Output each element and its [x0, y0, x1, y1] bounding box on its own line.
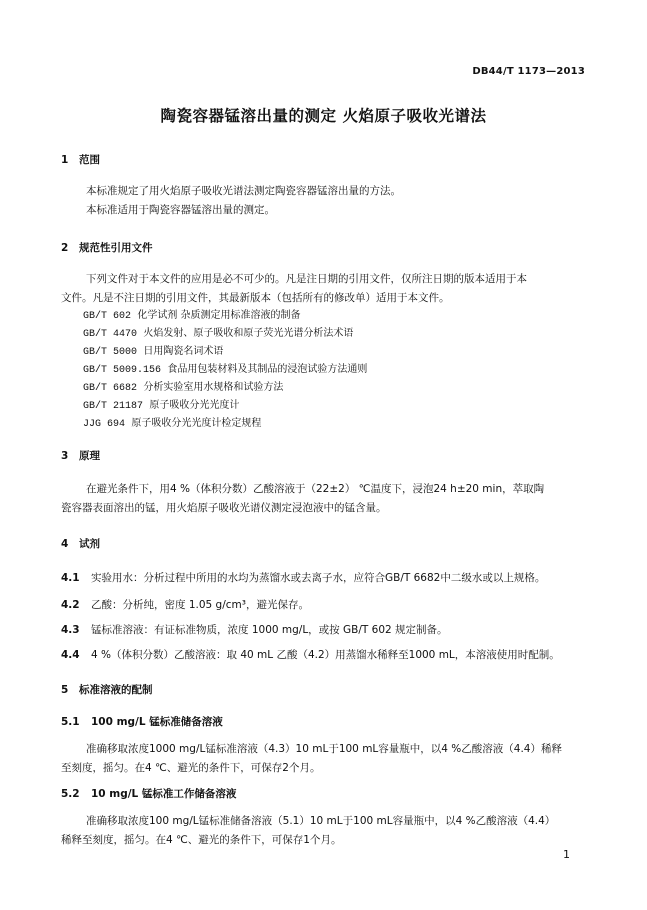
subsection-5-1-line-1: 准确移取浓度1000 mg/L锰标准溶液（4.3）10 mL于100 mL容量瓶中，以4 %乙酸溶液（4.4）稀释 — [86, 743, 562, 755]
reference-item — [83, 361, 367, 380]
section-4-heading — [61, 536, 100, 551]
item-number: 4.4 — [61, 649, 80, 661]
reference-name: 食品用包装材料及其制品的浸泡试验方法通则 — [167, 364, 368, 375]
section-2-intro-line-2: 文件。凡是不注日期的引用文件，其最新版本（包括所有的修改单）适用于本文件。 — [61, 292, 450, 304]
section-title: 范围 — [79, 154, 100, 166]
reference-code: GB/T 602 — [83, 311, 132, 322]
section-title: 试剂 — [79, 538, 100, 550]
reagent-item — [61, 570, 588, 585]
section-title: 规范性引用文件 — [79, 242, 153, 254]
section-3-heading — [61, 448, 100, 463]
reference-item — [83, 307, 301, 326]
reference-name: 原子吸收分光光度计 — [149, 400, 240, 411]
reference-code: JJG 694 — [83, 419, 126, 430]
section-1-para-1: 本标准规定了用火焰原子吸收光谱法测定陶瓷容器锰溶出量的方法。 — [86, 185, 401, 197]
section-title: 原理 — [79, 450, 100, 462]
reference-code: GB/T 5009.156 — [83, 365, 162, 376]
subsection-5-2-line-2: 稀释至刻度，摇匀。在4 ℃、避光的条件下，可保存1个月。 — [61, 834, 342, 846]
subsection-number: 5.1 — [61, 716, 80, 728]
reference-item — [83, 379, 283, 398]
item-number: 4.2 — [61, 599, 80, 611]
section-3-line-1: 在避光条件下，用4 %（体积分数）乙酸溶液于（22±2） ℃温度下，浸泡24 h±20 min，萃取陶 — [86, 483, 545, 495]
reference-name: 原子吸收分光光度计检定规程 — [131, 418, 262, 429]
subsection-5-1-heading — [61, 714, 223, 729]
reference-item — [83, 415, 261, 434]
section-number: 2 — [61, 242, 69, 254]
section-title: 标准溶液的配制 — [79, 684, 153, 696]
subsection-5-2-line-1: 准确移取浓度100 mg/L锰标准储备溶液（5.1）10 mL于100 mL容量瓶中，以4 %乙酸溶液（4.4） — [86, 815, 556, 827]
item-text: 实验用水：分析过程中所用的水均为蒸馏水或去离子水，应符合GB/T 6682中二级水或以上规格。 — [91, 572, 546, 584]
reference-item — [83, 325, 353, 344]
reference-code: GB/T 5000 — [83, 347, 138, 358]
item-text: 锰标准溶液：有证标准物质，浓度 1000 mg/L，或按 GB/T 602 规定制备。 — [91, 624, 448, 636]
reagent-item — [61, 622, 588, 637]
section-2-heading — [61, 240, 153, 255]
reference-name: 日用陶瓷名词术语 — [143, 346, 224, 357]
item-number: 4.1 — [61, 572, 80, 584]
subsection-5-2-heading — [61, 786, 236, 801]
section-number: 4 — [61, 538, 69, 550]
section-1-para-2: 本标准适用于陶瓷容器锰溶出量的测定。 — [86, 204, 275, 216]
page-number: 1 — [563, 848, 570, 861]
item-number: 4.3 — [61, 624, 80, 636]
reagent-item — [61, 597, 588, 612]
reference-name: 火焰发射、原子吸收和原子荧光光谱分析法术语 — [143, 328, 354, 339]
standard-code: DB44/T 1173—2013 — [472, 66, 585, 77]
reagent-item — [61, 647, 588, 662]
item-text: 乙酸：分析纯，密度 1.05 g/cm³，避光保存。 — [91, 599, 309, 611]
subsection-5-1-line-2: 至刻度，摇匀。在4 ℃、避光的条件下，可保存2个月。 — [61, 762, 321, 774]
section-number: 5 — [61, 684, 69, 696]
reference-item — [83, 343, 223, 362]
reference-name: 分析实验室用水规格和试验方法 — [143, 382, 284, 393]
reference-name: 化学试剂 杂质测定用标准溶液的制备 — [137, 310, 301, 321]
subsection-title: 100 mg/L 锰标准储备溶液 — [91, 716, 223, 728]
reference-code: GB/T 4470 — [83, 329, 138, 340]
section-3-line-2: 瓷容器表面溶出的锰，用火焰原子吸收光谱仪测定浸泡液中的锰含量。 — [61, 502, 387, 514]
document-title: 陶瓷容器锰溶出量的测定 火焰原子吸收光谱法 — [160, 107, 487, 125]
reference-code: GB/T 6682 — [83, 383, 138, 394]
section-number: 1 — [61, 154, 69, 166]
subsection-number: 5.2 — [61, 788, 80, 800]
section-2-intro-line-1: 下列文件对于本文件的应用是必不可少的。凡是注日期的引用文件，仅所注日期的版本适用于本 — [86, 273, 527, 285]
section-number: 3 — [61, 450, 69, 462]
reference-code: GB/T 21187 — [83, 401, 144, 412]
subsection-title: 10 mg/L 锰标准工作储备溶液 — [91, 788, 237, 800]
section-5-heading — [61, 682, 153, 697]
item-text: 4 %（体积分数）乙酸溶液：取 40 mL 乙酸（4.2）用蒸馏水稀释至1000 mL，本溶液使用时配制。 — [91, 649, 560, 661]
section-1-heading — [61, 152, 100, 167]
reference-item — [83, 397, 239, 416]
